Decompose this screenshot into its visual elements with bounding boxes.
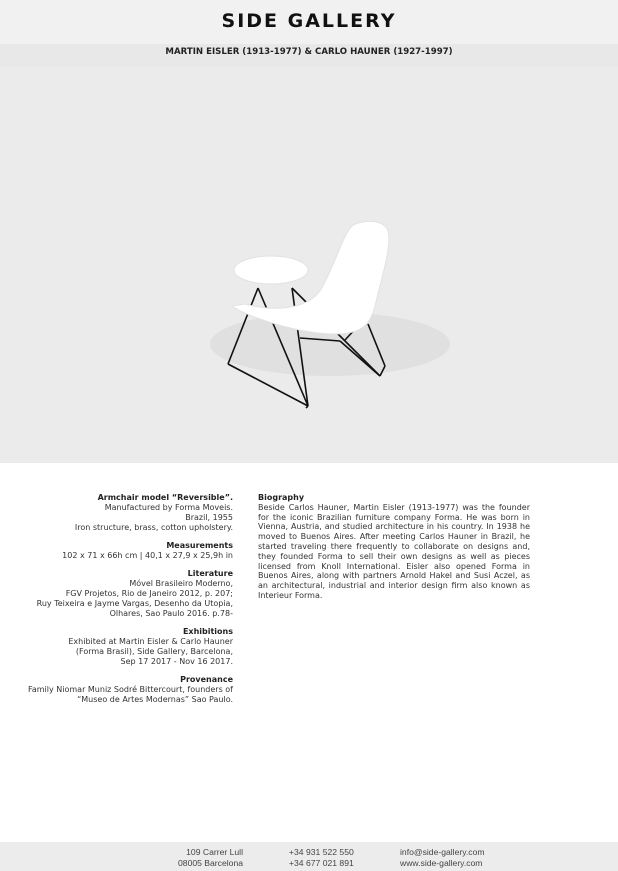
provenance-line: Family Niomar Muniz Sodré Bittercourt, founders of bbox=[27, 685, 233, 694]
artwork-details bbox=[20, 493, 233, 713]
phone-number[interactable]: +34 677 021 891 bbox=[289, 858, 354, 868]
title-block bbox=[20, 493, 233, 533]
website-link[interactable]: www.side-gallery.com bbox=[400, 858, 483, 868]
exhibitions-line: Exhibited at Martin Eisler & Carlo Hauner bbox=[68, 637, 233, 646]
chair-armrest bbox=[234, 256, 308, 284]
literature-heading: Literature bbox=[187, 569, 233, 578]
email-link[interactable]: info@side-gallery.com bbox=[400, 847, 485, 857]
exhibitions-block bbox=[20, 627, 233, 667]
brand-title: SIDE GALLERY bbox=[221, 10, 397, 32]
title-line: Brazil, 1955 bbox=[185, 513, 233, 522]
footer bbox=[0, 842, 618, 871]
biography-text: Beside Carlos Hauner, Martin Eisler (1913-1977) was the founder for the iconic Brazilian furniture company Forma. He was born in Vienna, Austria, and studied architecture in his country. In 1938 he moved to Buenos Aires. After meeting Carlos Hauner in Brazil, he started traveling there frequently to collaborate on designs and, they founded Forma to sell their own designs as well as pieces licensed from Knoll International. Eisler also opened Forma in Buenos Aires, along with partners Arnold Hakel and Susi Aczel, as an architectural, industrial and interior design firm also known as Interieur Forma. bbox=[258, 502, 530, 600]
literature-line: FGV Projetos, Rio de Janeiro 2012, p. 207; bbox=[65, 589, 233, 598]
footer-phones bbox=[289, 847, 354, 869]
literature-line: Móvel Brasileiro Moderno, bbox=[129, 579, 233, 588]
title-line: Iron structure, brass, cotton upholstery. bbox=[74, 523, 233, 532]
provenance-heading: Provenance bbox=[180, 675, 233, 684]
product-photo bbox=[0, 66, 618, 463]
artwork-title: Armchair model “Reversible”. bbox=[97, 493, 233, 502]
exhibitions-line: (Forma Brasil), Side Gallery, Barcelona, bbox=[75, 647, 233, 656]
exhibitions-line: Sep 17 2017 - Nov 16 2017. bbox=[120, 657, 233, 666]
address-line: 109 Carrer Lull bbox=[186, 847, 243, 857]
phone-number[interactable]: +34 931 522 550 bbox=[289, 847, 354, 857]
exhibitions-heading: Exhibitions bbox=[182, 627, 233, 636]
footer-contact bbox=[400, 847, 485, 869]
provenance-block bbox=[20, 675, 233, 705]
measurements-value: 102 x 71 x 66h cm | 40,1 x 27,9 x 25,9h in bbox=[62, 551, 233, 560]
literature-block bbox=[20, 569, 233, 619]
literature-line: Ruy Teixeira e Jayme Vargas, Desenho da Utopia, bbox=[36, 599, 233, 608]
artist-names: MARTIN EISLER (1913-1977) & CARLO HAUNER (1927-1997) bbox=[165, 47, 453, 57]
armchair-illustration bbox=[0, 66, 618, 463]
biography-section bbox=[258, 493, 530, 601]
measurements-heading: Measurements bbox=[166, 541, 233, 550]
literature-line: Olhares, Sao Paulo 2016. p.78- bbox=[109, 609, 233, 618]
biography-heading: Biography bbox=[258, 493, 305, 502]
footer-address bbox=[150, 847, 243, 869]
address-line: 08005 Barcelona bbox=[178, 858, 243, 868]
title-line: Manufactured by Forma Moveis. bbox=[104, 503, 233, 512]
measurements-block bbox=[20, 541, 233, 561]
provenance-line: “Museo de Artes Modernas” Sao Paulo. bbox=[77, 695, 233, 704]
